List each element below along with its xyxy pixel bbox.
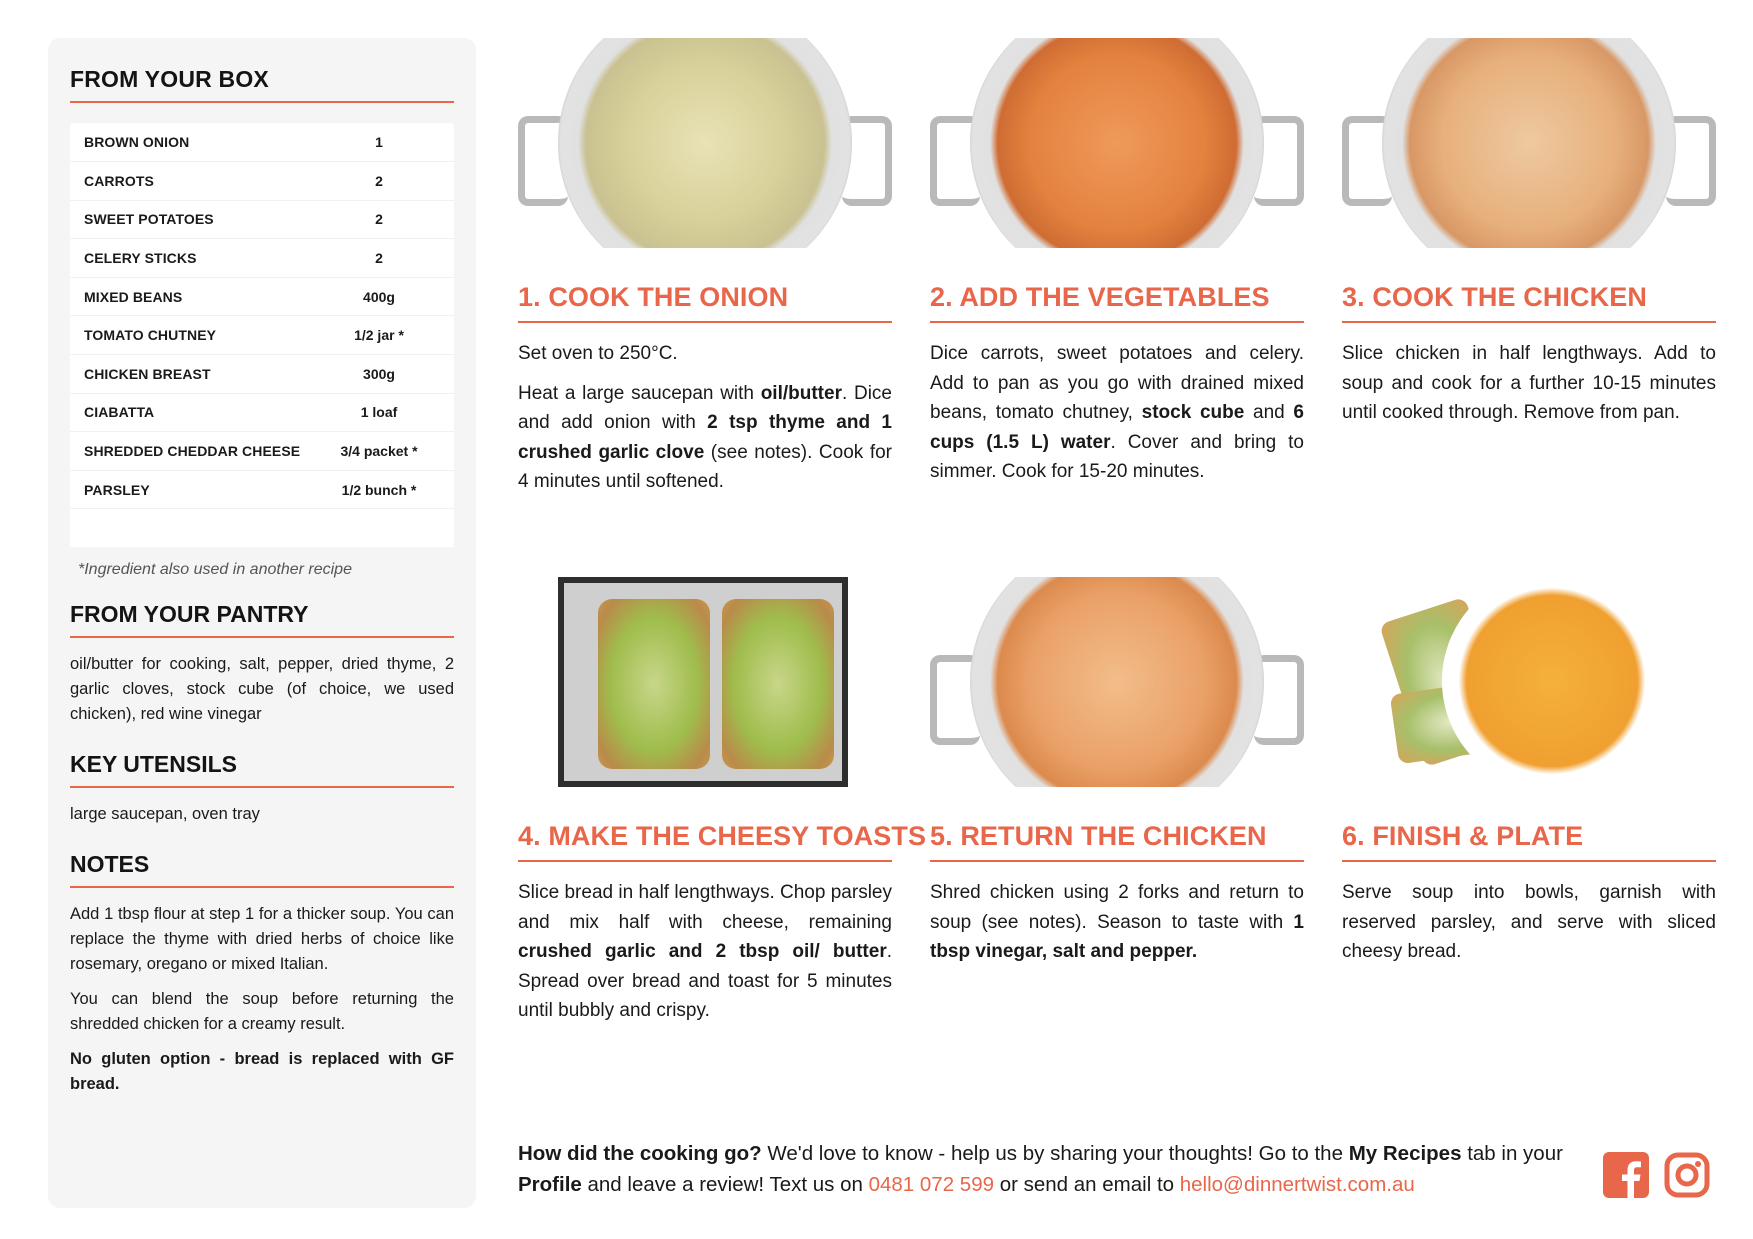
key-utensils-title: KEY UTENSILS	[70, 751, 454, 788]
cheesy-toast-left	[598, 599, 710, 769]
step-1-method	[518, 379, 892, 497]
text-segment: and	[1244, 402, 1294, 423]
step-2-text	[930, 339, 1304, 487]
ingredients-table	[70, 123, 454, 547]
step-6-method: Serve soup into bowls, garnish with reserved parsley, and serve with sliced cheesy bread.	[1342, 882, 1716, 962]
step-3-text	[1342, 339, 1716, 428]
ingredient-quantity: 1/2 bunch *	[341, 481, 417, 498]
ingredient-name: SWEET POTATOES	[84, 211, 214, 228]
ingredient-row	[70, 123, 454, 162]
utensils-items: large saucepan, oven tray	[70, 804, 260, 823]
soup-in-pot	[980, 577, 1254, 787]
text-bold: oil/butter	[760, 382, 842, 404]
step-5-title: 5. RETURN THE CHICKEN	[930, 821, 1304, 862]
step-5-photo	[930, 577, 1304, 787]
step-2-photo	[930, 38, 1304, 248]
ingredient-row	[70, 393, 454, 432]
text-bold: stock cube	[1141, 402, 1245, 423]
ingredients-sidebar	[48, 38, 476, 1208]
text-bold: crushed garlic and 2 tbsp oil/ butter	[518, 941, 887, 962]
text-segment: Slice bread in half lengthways. Chop parsley and mix half with cheese, remaining	[518, 882, 892, 933]
ingredient-name: MIXED BEANS	[84, 288, 183, 305]
ingredient-table-spacer	[70, 509, 454, 547]
step-1-oven: Set oven to 250°C.	[518, 343, 678, 364]
step-4-method	[518, 878, 892, 1026]
step-4-title: 4. MAKE THE CHEESY TOASTS	[518, 821, 892, 862]
pantry-items: oil/butter for cooking, salt, pepper, dried thyme, 2 garlic cloves, stock cube (of choice, we used chicken), red wine vinegar	[70, 654, 454, 723]
from-your-box-title: FROM YOUR BOX	[70, 66, 454, 103]
step-3-method: Slice chicken in half lengthways. Add to soup and cook for a further 10-15 minutes until cooked through. Remove from pan.	[1342, 343, 1716, 423]
ingredient-quantity: 2	[375, 250, 383, 267]
ingredient-footnote: *Ingredient also used in another recipe	[78, 560, 352, 578]
step-1-text	[518, 339, 892, 497]
text-segment: tab in your	[1461, 1142, 1563, 1165]
ingredient-quantity: 300g	[363, 365, 395, 382]
feedback-footer	[518, 1138, 1578, 1200]
step-2-title: 2. ADD THE VEGETABLES	[930, 282, 1304, 323]
step-4	[518, 577, 927, 1036]
text-segment: Shred chicken using 2 forks and return to soup (see notes). Season to taste with	[930, 882, 1304, 933]
text-segment: Heat a large saucepan with	[518, 382, 761, 404]
note-blend-soup: You can blend the soup before returning the shredded chicken for a creamy result.	[70, 989, 454, 1033]
ingredient-row	[70, 162, 454, 201]
ingredient-quantity: 1	[375, 134, 383, 151]
my-recipes-label: My Recipes	[1348, 1142, 1462, 1165]
ingredient-row	[70, 432, 454, 471]
ingredient-quantity: 3/4 packet *	[340, 443, 418, 460]
text-bold: 1 tbsp vinegar, salt and pepper.	[930, 911, 1304, 962]
note-thicker-soup: Add 1 tbsp flour at step 1 for a thicker soup. You can replace the thyme with dried herbs of choice like rosemary, oregano or mixed Italian.	[70, 904, 454, 973]
step-6-title: 6. FINISH & PLATE	[1342, 821, 1716, 862]
ingredient-quantity: 2	[375, 172, 383, 189]
ingredient-row	[70, 239, 454, 278]
text-bold: 2 tsp thyme and 1 crushed garlic clove	[518, 412, 892, 463]
cheesy-toast-right	[722, 599, 834, 769]
ingredient-name: TOMATO CHUTNEY	[84, 327, 217, 344]
ingredient-quantity: 1/2 jar *	[354, 327, 404, 344]
step-1-photo	[518, 38, 892, 248]
ingredient-row	[70, 316, 454, 355]
note-gluten-free: No gluten option - bread is replaced with GF bread.	[70, 1049, 454, 1093]
ingredient-name: BROWN ONION	[84, 134, 190, 151]
ingredient-name: CHICKEN BREAST	[84, 365, 211, 382]
pantry-text	[70, 652, 454, 727]
step-1	[518, 38, 892, 507]
ingredient-row	[70, 200, 454, 239]
vegetables-in-pot	[980, 38, 1254, 248]
text-segment: . Cover and bring to simmer. Cook for 15-20 minutes.	[930, 431, 1304, 482]
profile-label: Profile	[518, 1173, 582, 1196]
text-segment: or send an email to	[994, 1173, 1180, 1196]
text-segment: . Spread over bread and toast for 5 minutes until bubbly and crispy.	[518, 941, 892, 1021]
facebook-icon[interactable]	[1603, 1152, 1649, 1198]
ingredient-name: PARSLEY	[84, 481, 150, 498]
email-link[interactable]: hello@dinnertwist.com.au	[1179, 1173, 1415, 1196]
feedback-question: How did the cooking go?	[518, 1142, 762, 1165]
text-segment: . Dice and add onion with	[518, 382, 892, 433]
step-5-method	[930, 878, 1304, 967]
text-segment: Dice carrots, sweet potatoes and celery. Add to pan as you go with drained mixed beans, tomato chutney,	[930, 343, 1304, 423]
ingredient-name: CELERY STICKS	[84, 250, 197, 267]
onion-in-pot	[568, 38, 842, 248]
text-bold: 6 cups (1.5 L) water	[930, 402, 1304, 453]
text-segment: We'd love to know - help us by sharing your thoughts! Go to the	[761, 1142, 1349, 1165]
instagram-icon[interactable]	[1664, 1152, 1710, 1198]
ingredient-name: SHREDDED CHEDDAR CHEESE	[84, 443, 301, 460]
spacer-cell	[70, 509, 454, 547]
notes-title: NOTES	[70, 851, 454, 888]
text-segment: and leave a review! Text us on	[581, 1173, 869, 1196]
ingredient-quantity: 2	[375, 211, 383, 228]
text-segment: (see notes). Cook for 4 minutes until softened.	[518, 441, 892, 492]
ingredient-name: CIABATTA	[84, 404, 155, 421]
ingredient-name: CARROTS	[84, 172, 154, 189]
phone-link[interactable]: 0481 072 599	[868, 1173, 994, 1196]
step-6	[1342, 577, 1716, 977]
notes-text	[70, 902, 454, 1097]
step-5-text	[930, 878, 1304, 967]
ingredient-quantity: 1 loaf	[360, 404, 398, 421]
step-5	[930, 577, 1304, 977]
utensils-text	[70, 802, 454, 827]
step-2	[930, 38, 1304, 497]
ingredient-row	[70, 470, 454, 509]
step-4-text	[518, 878, 892, 1026]
ingredient-row	[70, 355, 454, 394]
chicken-in-pot	[1392, 38, 1666, 248]
step-4-photo	[518, 577, 892, 787]
step-3-title: 3. COOK THE CHICKEN	[1342, 282, 1716, 323]
ingredient-quantity: 400g	[363, 288, 395, 305]
from-your-pantry-title: FROM YOUR PANTRY	[70, 601, 454, 638]
step-3	[1342, 38, 1716, 438]
step-6-text	[1342, 878, 1716, 967]
soup-bowl-image	[1442, 577, 1662, 787]
step-2-method	[930, 339, 1304, 487]
step-3-photo	[1342, 38, 1716, 248]
ingredient-row	[70, 277, 454, 316]
step-6-photo	[1342, 577, 1716, 787]
step-1-title: 1. COOK THE ONION	[518, 282, 892, 323]
